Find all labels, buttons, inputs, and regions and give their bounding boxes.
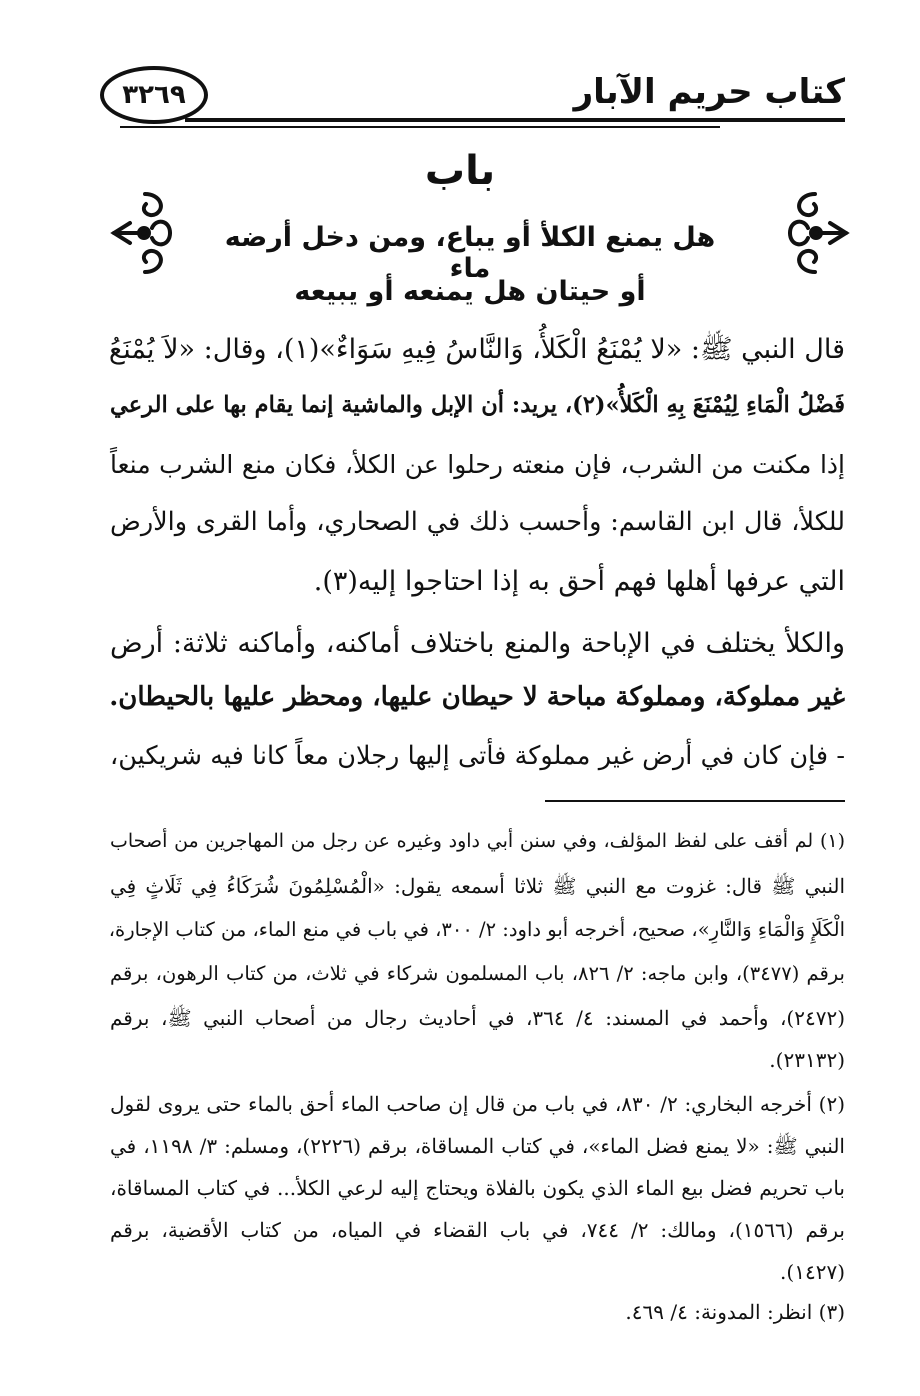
footnote-line-11: (١٤٢٧). [780,1260,845,1284]
chapter-title-line-2: أو حيتان هل يمنعه أو يبيعه [294,276,646,307]
footnote-line-12: (٣) انظر: المدونة: ٤/ ٤٦٩. [625,1300,845,1324]
chapter-title-line-1: هل يمنع الكلأ أو يباع، ومن دخل أرضه ماء [224,222,716,284]
footnote-line-8: النبي ﷺ: «لا يمنع فضل الماء»، في كتاب المساقاة، برقم (٢٢٢٦)، ومسلم: ٣/ ١١٩٨، في [110,1134,845,1158]
body-line-5: التي عرفها أهلها فهم أحق به إذا احتاجوا إليه(٣). [313,566,845,597]
book-title: كتاب حريم الآبار [573,72,845,112]
footnote-line-1: (١) لم أقف على لفظ المؤلف، وفي سنن أبي داود وغيره عن رجل من المهاجرين من أصحاب [110,830,845,852]
footnote-line-2: النبي ﷺ قال: غزوت مع النبي ﷺ ثلاثا أسمعه يقول: «الْمُسْلِمُونَ شُرَكَاءُ فِي ثَلَاثٍ فِي [110,874,845,898]
footnote-line-10: برقم (١٥٦٦)، ومالك: ٢/ ٧٤٤، في باب القضاء في المياه، من كتاب الأقضية، برقم [110,1218,845,1242]
body-line-6: والكلأ يختلف في الإباحة والمنع باختلاف أماكنه، وأماكنه ثلاثة: أرض [110,628,845,659]
footnote-line-4: برقم (٣٤٧٧)، وابن ماجه: ٢/ ٨٢٦، باب المسلمون شركاء في ثلاث، من كتاب الرهون، برقم [110,962,845,985]
body-line-2: فَضْلُ الْمَاءِ لِيُمْنَعَ بِهِ الْكَلأُ»(٢)، يريد: أن الإبل والماشية إنما يقام بها على الرعي [110,392,845,418]
body-line-4: للكلأ، قال ابن القاسم: وأحسب ذلك في الصحاري، وأما القرى والأرض [110,507,845,537]
footnote-line-3: الْكَلَإِ وَالْمَاءِ وَالنَّارِ»، صحيح، أخرجه أبو داود: ٢/ ٣٠٠، في باب في منع الماء، من كتاب الإجارة، [108,918,845,941]
body-line-3: إذا مكنت من الشرب، فإن منعته رحلوا عن الكلأ، فكان منع الشرب منعاً [110,450,845,479]
page-number: ٣٢٦٩ [122,80,186,110]
footnote-line-6: (٢٣١٣٢). [769,1048,845,1072]
header-rule [185,118,845,122]
footnote-line-9: باب تحريم فضل بيع الماء الذي يكون بالفلاة ويحتاج إليه لرعي الكلأ... في كتاب المساقاة، [110,1176,845,1200]
footnote-line-7: (٢) أخرجه البخاري: ٢/ ٨٣٠، في باب من قال إن صاحب الماء أحق بالماء حتى يروى لقول [110,1092,846,1116]
chapter-label: باب [424,148,496,194]
ornament-left-icon [110,190,180,276]
body-line-7: غير مملوكة، ومملوكة مباحة لا حيطان عليها، ومحظر عليها بالحيطان. [109,682,845,712]
ornament-right-icon [780,190,850,276]
body-line-8: - فإن كان في أرض غير مملوكة فأتى إليها رجلان معاً كانا فيه شريكين، [110,741,845,771]
footnote-line-5: (٢٤٧٢)، وأحمد في المسند: ٤/ ٣٦٤، في أحاديث رجال من أصحاب النبي ﷺ، برقم [110,1006,845,1030]
body-line-1: قال النبي ﷺ: «لا يُمْنَعُ الْكَلأُ، وَالنَّاسُ فِيهِ سَوَاءٌ»(١)، وقال: «لاَ يُمْنَعُ [108,334,845,365]
footnote-rule [545,800,845,802]
page-number-oval [100,66,208,124]
header-rule-thin [120,126,720,128]
